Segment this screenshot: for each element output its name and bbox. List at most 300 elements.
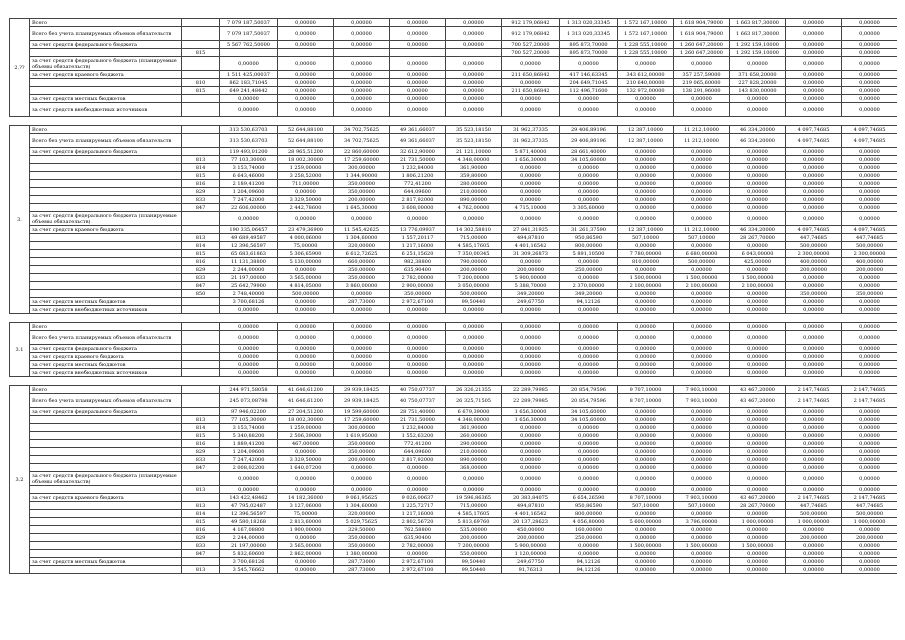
amount-cell: 6 251,15620 [390, 250, 446, 258]
row-label [30, 250, 182, 258]
grbs-code [182, 345, 220, 353]
amount-cell: 4 097,74685 [786, 134, 842, 148]
amount-cell: 0,00000 [786, 41, 842, 49]
amount-cell: 143 422,48462 [220, 494, 278, 502]
amount-cell: 22 289,79985 [502, 394, 560, 408]
amount-cell: 250,00000 [560, 534, 618, 542]
amount-cell: 0,00000 [618, 448, 674, 456]
amount-cell: 0,00000 [220, 103, 278, 117]
table-row [10, 242, 898, 250]
amount-cell: 0,00000 [618, 534, 674, 542]
amount-cell: 0,00000 [278, 369, 334, 377]
grbs-code [182, 472, 220, 486]
table-row [10, 456, 898, 464]
amount-cell: 0,00000 [730, 510, 786, 518]
row-label: Всего [30, 323, 182, 331]
amount-cell: 20 854,79596 [560, 386, 618, 394]
amount-cell: 0,00000 [786, 361, 842, 369]
amount-cell: 1 259,00000 [278, 424, 334, 432]
amount-cell: 0,00000 [278, 331, 334, 345]
amount-cell: 0,00000 [278, 306, 334, 314]
table-row [10, 49, 898, 57]
amount-cell: 0,00000 [842, 274, 898, 282]
amount-cell: 0,00000 [278, 298, 334, 306]
amount-cell: 49 580,18268 [220, 518, 278, 526]
table-row [10, 258, 898, 266]
row-label: за счет средств внебюджетных источников [30, 306, 182, 314]
amount-cell: 0,00000 [502, 448, 560, 456]
table-row [10, 416, 898, 424]
grbs-code: 813 [182, 502, 220, 510]
row-label [30, 234, 182, 242]
grbs-code [182, 71, 220, 79]
amount-cell: 1 889,41200 [220, 440, 278, 448]
amount-cell: 0,00000 [730, 353, 786, 361]
amount-cell: 1 292 159,10000 [730, 49, 786, 57]
row-label [30, 486, 182, 494]
amount-cell: 11 212,10000 [674, 134, 730, 148]
grbs-code: 833 [182, 196, 220, 204]
table-row [10, 518, 898, 526]
row-label: Всего [30, 19, 182, 27]
amount-cell: 14 302,58810 [446, 226, 502, 234]
amount-cell: 4 762,00000 [446, 204, 502, 212]
amount-cell: 34 105,60000 [560, 408, 618, 416]
amount-cell: 3 305,60000 [560, 204, 618, 212]
amount-cell: 11 131,38800 [220, 258, 278, 266]
amount-cell: 28 267,70000 [730, 234, 786, 242]
row-label: за счет средств федерального бюджета (планируемые объемы обязательств) [30, 212, 182, 226]
amount-cell: 200,00000 [842, 266, 898, 274]
amount-cell: 1 000,00000 [842, 518, 898, 526]
amount-cell: 349,20000 [560, 290, 618, 298]
table-row [10, 306, 898, 314]
amount-cell: 0,00000 [278, 323, 334, 331]
amount-cell: 2 147,74685 [842, 394, 898, 408]
row-label: Всего [30, 386, 182, 394]
amount-cell: 0,00000 [278, 472, 334, 486]
amount-cell: 0,00000 [674, 196, 730, 204]
amount-cell: 0,00000 [334, 323, 390, 331]
amount-cell: 290,00000 [446, 440, 502, 448]
amount-cell: 0,00000 [446, 353, 502, 361]
amount-cell: 0,00000 [674, 290, 730, 298]
amount-cell: 0,00000 [730, 95, 786, 103]
amount-cell: 890,00000 [446, 456, 502, 464]
amount-cell: 0,00000 [334, 472, 390, 486]
amount-cell: 0,00000 [278, 558, 334, 566]
amount-cell: 0,00000 [220, 345, 278, 353]
amount-cell: 0,00000 [502, 57, 560, 71]
amount-cell: 0,00000 [390, 95, 446, 103]
amount-cell: 417 146,63345 [560, 71, 618, 79]
amount-cell: 0,00000 [842, 432, 898, 440]
table-row [10, 526, 898, 534]
amount-cell: 0,00000 [618, 242, 674, 250]
amount-cell: 1 500,00000 [730, 542, 786, 550]
amount-cell: 0,00000 [502, 212, 560, 226]
amount-cell: 507,10000 [618, 234, 674, 242]
amount-cell: 12 396,56597 [220, 510, 278, 518]
amount-cell: 0,00000 [502, 258, 560, 266]
amount-cell: 1 344,90000 [334, 172, 390, 180]
amount-cell: 46 334,20000 [730, 226, 786, 234]
amount-cell: 1 232,84000 [390, 424, 446, 432]
amount-cell: 0,00000 [730, 472, 786, 486]
grbs-code [182, 19, 220, 27]
amount-cell: 6 043,00000 [730, 250, 786, 258]
amount-cell: 4 056,80000 [560, 518, 618, 526]
amount-cell: 12 387,10000 [618, 126, 674, 134]
amount-cell: 0,00000 [502, 345, 560, 353]
amount-cell: 320,00000 [334, 510, 390, 518]
grbs-code [182, 41, 220, 49]
table-row [10, 361, 898, 369]
amount-cell: 4 585,17605 [446, 510, 502, 518]
amount-cell: 0,00000 [674, 353, 730, 361]
amount-cell: 0,00000 [334, 464, 390, 472]
grbs-code: 815 [182, 87, 220, 95]
amount-cell: 17 259,60000 [334, 416, 390, 424]
amount-cell: 2 900,00000 [390, 282, 446, 290]
amount-cell: 0,00000 [786, 204, 842, 212]
grbs-code: 847 [182, 204, 220, 212]
amount-cell: 2 147,74685 [786, 386, 842, 394]
amount-cell: 0,00000 [842, 526, 898, 534]
table-row [10, 386, 898, 394]
amount-cell: 99,50440 [446, 566, 502, 574]
amount-cell: 3 545,76662 [220, 566, 278, 574]
amount-cell: 41 646,61200 [278, 394, 334, 408]
amount-cell: 0,00000 [220, 212, 278, 226]
amount-cell: 507,10000 [674, 502, 730, 510]
amount-cell: 1 663 817,30000 [730, 27, 786, 41]
amount-cell: 26 325,71505 [446, 394, 502, 408]
amount-cell: 0,00000 [786, 464, 842, 472]
amount-cell: 20 137,28623 [502, 518, 560, 526]
amount-cell: 5 891,10500 [560, 250, 618, 258]
amount-cell: 4 401,16542 [502, 510, 560, 518]
amount-cell: 0,00000 [786, 345, 842, 353]
amount-cell: 0,00000 [560, 95, 618, 103]
amount-cell: 0,00000 [446, 27, 502, 41]
amount-cell: 0,00000 [842, 542, 898, 550]
amount-cell: 0,00000 [502, 323, 560, 331]
amount-cell: 5 388,70000 [502, 282, 560, 290]
amount-cell: 4 000,06000 [278, 234, 334, 242]
amount-cell: 0,00000 [560, 323, 618, 331]
grbs-code: 816 [182, 440, 220, 448]
amount-cell: 204 649,71045 [560, 79, 618, 87]
table-row [10, 188, 898, 196]
amount-cell: 5 871,40000 [502, 148, 560, 156]
amount-cell: 5 900,00000 [502, 274, 560, 282]
amount-cell: 0,00000 [730, 323, 786, 331]
grbs-code: 814 [182, 242, 220, 250]
row-label [30, 282, 182, 290]
amount-cell: 23 479,36900 [278, 226, 334, 234]
amount-cell: 75,00000 [278, 242, 334, 250]
amount-cell: 0,00000 [786, 456, 842, 464]
amount-cell: 0,00000 [730, 486, 786, 494]
grbs-code [182, 394, 220, 408]
table-row [10, 27, 898, 41]
amount-cell: 0,00000 [674, 456, 730, 464]
table-row [10, 432, 898, 440]
amount-cell: 5 130,00000 [278, 258, 334, 266]
amount-cell: 0,00000 [334, 486, 390, 494]
amount-cell: 0,00000 [220, 486, 278, 494]
amount-cell: 500,00000 [674, 258, 730, 266]
row-label [30, 542, 182, 550]
amount-cell: 5 340,88200 [220, 432, 278, 440]
amount-cell: 200,00000 [446, 266, 502, 274]
amount-cell: 912 179,06842 [502, 19, 560, 27]
grbs-code: 829 [182, 448, 220, 456]
grbs-code: 815 [182, 432, 220, 440]
amount-cell: 0,00000 [674, 472, 730, 486]
amount-cell: 0,00000 [730, 298, 786, 306]
amount-cell: 0,00000 [842, 486, 898, 494]
table-row [10, 440, 898, 448]
amount-cell: 75,00000 [278, 510, 334, 518]
table-row [10, 323, 898, 331]
amount-cell: 0,00000 [446, 103, 502, 117]
amount-cell: 21 197,00000 [220, 274, 278, 282]
amount-cell: 0,00000 [502, 456, 560, 464]
amount-cell: 700 527,20000 [502, 41, 560, 49]
amount-cell: 31 309,26873 [502, 250, 560, 258]
table-row [10, 164, 898, 172]
amount-cell: 5 029,75625 [334, 518, 390, 526]
amount-cell: 5 567 762,50000 [220, 41, 278, 49]
amount-cell: 0,00000 [618, 361, 674, 369]
table-row [10, 566, 898, 574]
amount-cell: 0,00000 [842, 566, 898, 574]
grbs-code [182, 226, 220, 234]
amount-cell: 0,00000 [502, 172, 560, 180]
amount-cell: 447,74685 [842, 502, 898, 510]
amount-cell: 715,00000 [446, 502, 502, 510]
amount-cell: 1 618 904,79000 [674, 27, 730, 41]
amount-cell: 0,00000 [842, 416, 898, 424]
amount-cell: 0,00000 [674, 204, 730, 212]
amount-cell: 0,00000 [278, 361, 334, 369]
grbs-code [182, 126, 220, 134]
amount-cell: 1 557,20117 [390, 234, 446, 242]
amount-cell: 1 260 647,20000 [674, 49, 730, 57]
amount-cell: 0,00000 [842, 440, 898, 448]
amount-cell: 371 658,20000 [730, 71, 786, 79]
row-label [30, 566, 182, 574]
amount-cell: 500,00000 [842, 242, 898, 250]
grbs-code: 847 [182, 550, 220, 558]
amount-cell: 0,00000 [618, 369, 674, 377]
amount-cell: 119 493,01200 [220, 148, 278, 156]
amount-cell: 0,00000 [674, 369, 730, 377]
amount-cell: 0,00000 [560, 424, 618, 432]
amount-cell: 0,00000 [334, 331, 390, 345]
amount-cell: 1 225,72717 [390, 502, 446, 510]
amount-cell: 210,00000 [446, 188, 502, 196]
amount-cell: 0,00000 [842, 369, 898, 377]
amount-cell: 0,00000 [390, 19, 446, 27]
amount-cell: 343 612,00000 [618, 71, 674, 79]
amount-cell: 1 217,16000 [390, 510, 446, 518]
amount-cell: 0,00000 [730, 408, 786, 416]
grbs-code [182, 558, 220, 566]
amount-cell: 0,00000 [674, 331, 730, 345]
amount-cell: 350,00000 [842, 290, 898, 298]
amount-cell: 0,00000 [278, 95, 334, 103]
amount-cell: 7 780,00000 [618, 250, 674, 258]
amount-cell: 7 350,00345 [446, 250, 502, 258]
amount-cell: 5 813,69760 [446, 518, 502, 526]
amount-cell: 0,00000 [278, 566, 334, 574]
amount-cell: 0,00000 [560, 361, 618, 369]
amount-cell: 211 650,86842 [502, 87, 560, 95]
amount-cell: 0,00000 [278, 19, 334, 27]
grbs-code: 815 [182, 518, 220, 526]
amount-cell: 368,00000 [446, 464, 502, 472]
amount-cell: 0,00000 [278, 87, 334, 95]
amount-cell: 0,00000 [618, 486, 674, 494]
section-number: 3. [10, 126, 30, 314]
amount-cell: 0,00000 [560, 212, 618, 226]
amount-cell: 40 750,07737 [390, 394, 446, 408]
amount-cell: 550,00000 [446, 550, 502, 558]
amount-cell: 0,00000 [220, 472, 278, 486]
amount-cell: 0,00000 [618, 464, 674, 472]
amount-cell: 2 817,92000 [390, 456, 446, 464]
table-row [10, 510, 898, 518]
table-row [10, 448, 898, 456]
amount-cell: 0,00000 [842, 456, 898, 464]
amount-cell: 0,00000 [842, 345, 898, 353]
amount-cell: 47 795,02487 [220, 502, 278, 510]
amount-cell: 0,00000 [786, 353, 842, 361]
amount-cell: 0,00000 [390, 27, 446, 41]
amount-cell: 6 643,46000 [220, 172, 278, 180]
amount-cell: 77 103,30000 [220, 156, 278, 164]
amount-cell: 359,80000 [446, 172, 502, 180]
amount-cell: 0,00000 [786, 424, 842, 432]
table-row [10, 424, 898, 432]
amount-cell: 0,00000 [842, 41, 898, 49]
amount-cell: 0,00000 [730, 440, 786, 448]
amount-cell: 0,00000 [618, 510, 674, 518]
amount-cell: 507,10000 [674, 234, 730, 242]
amount-cell: 0,00000 [786, 306, 842, 314]
amount-cell: 0,00000 [730, 550, 786, 558]
amount-cell: 1 500,00000 [618, 274, 674, 282]
amount-cell: 0,00000 [502, 353, 560, 361]
amount-cell: 20 854,79596 [560, 394, 618, 408]
amount-cell: 0,00000 [334, 353, 390, 361]
amount-cell: 4 814,05000 [278, 282, 334, 290]
amount-cell: 1 572 167,10000 [618, 19, 674, 27]
amount-cell: 500,00000 [446, 290, 502, 298]
row-label [30, 242, 182, 250]
amount-cell: 1 640,07200 [278, 464, 334, 472]
amount-cell: 21 121,10000 [446, 148, 502, 156]
row-label [30, 258, 182, 266]
amount-cell: 4 097,74685 [842, 134, 898, 148]
amount-cell: 19 596,86365 [446, 494, 502, 502]
grbs-code [182, 298, 220, 306]
amount-cell: 0,00000 [560, 456, 618, 464]
row-label: за счет средств внебюджетных источников [30, 369, 182, 377]
amount-cell: 0,00000 [446, 41, 502, 49]
table-row [10, 134, 898, 148]
row-label: за счет средств федерального бюджета [30, 41, 182, 49]
amount-cell: 43 467,20000 [730, 386, 786, 394]
row-label: за счет средств федерального бюджета (планируемые объемы обязательств) [30, 472, 182, 486]
amount-cell: 0,00000 [618, 456, 674, 464]
amount-cell: 0,00000 [334, 79, 390, 87]
amount-cell [390, 49, 446, 57]
amount-cell: 2 244,00000 [220, 266, 278, 274]
amount-cell: 29 406,89196 [560, 134, 618, 148]
row-label [30, 180, 182, 188]
amount-cell: 0,00000 [674, 510, 730, 518]
amount-cell: 0,00000 [220, 353, 278, 361]
amount-cell: 35 523,18150 [446, 126, 502, 134]
row-label [30, 49, 182, 57]
amount-cell: 3 700,68126 [220, 558, 278, 566]
table-row [10, 408, 898, 416]
table-row [10, 494, 898, 502]
amount-cell: 0,00000 [502, 486, 560, 494]
table-row [10, 266, 898, 274]
amount-cell: 0,00000 [618, 196, 674, 204]
grbs-code: 829 [182, 266, 220, 274]
table-row [10, 212, 898, 226]
amount-cell: 0,00000 [502, 164, 560, 172]
amount-cell: 2 300,00000 [842, 250, 898, 258]
amount-cell: 0,00000 [278, 41, 334, 49]
table-row [10, 542, 898, 550]
table-row [10, 290, 898, 298]
amount-cell: 0,00000 [502, 79, 560, 87]
table-row [10, 234, 898, 242]
amount-cell: 1 656,30000 [502, 416, 560, 424]
amount-cell: 494,87810 [502, 502, 560, 510]
amount-cell: 2 100,00000 [618, 282, 674, 290]
amount-cell: 447,74685 [786, 502, 842, 510]
amount-cell: 0,00000 [618, 172, 674, 180]
amount-cell: 0,00000 [502, 331, 560, 345]
amount-cell: 0,00000 [842, 49, 898, 57]
table-row [10, 156, 898, 164]
table-row [10, 196, 898, 204]
table-row [10, 87, 898, 95]
amount-cell: 4 348,00000 [446, 416, 502, 424]
amount-cell: 31 261,37590 [560, 226, 618, 234]
amount-cell: 219 065,60000 [674, 79, 730, 87]
amount-cell: 0,00000 [390, 486, 446, 494]
grbs-code: 816 [182, 258, 220, 266]
amount-cell: 0,00000 [674, 306, 730, 314]
block-spacer [10, 117, 898, 126]
grbs-code: 816 [182, 180, 220, 188]
amount-cell: 0,00000 [674, 266, 730, 274]
spacer-cell [10, 314, 898, 323]
amount-cell: 0,00000 [730, 266, 786, 274]
amount-cell: 5 832,60600 [220, 550, 278, 558]
amount-cell: 400,00000 [786, 258, 842, 266]
amount-cell: 46 334,20000 [730, 134, 786, 148]
